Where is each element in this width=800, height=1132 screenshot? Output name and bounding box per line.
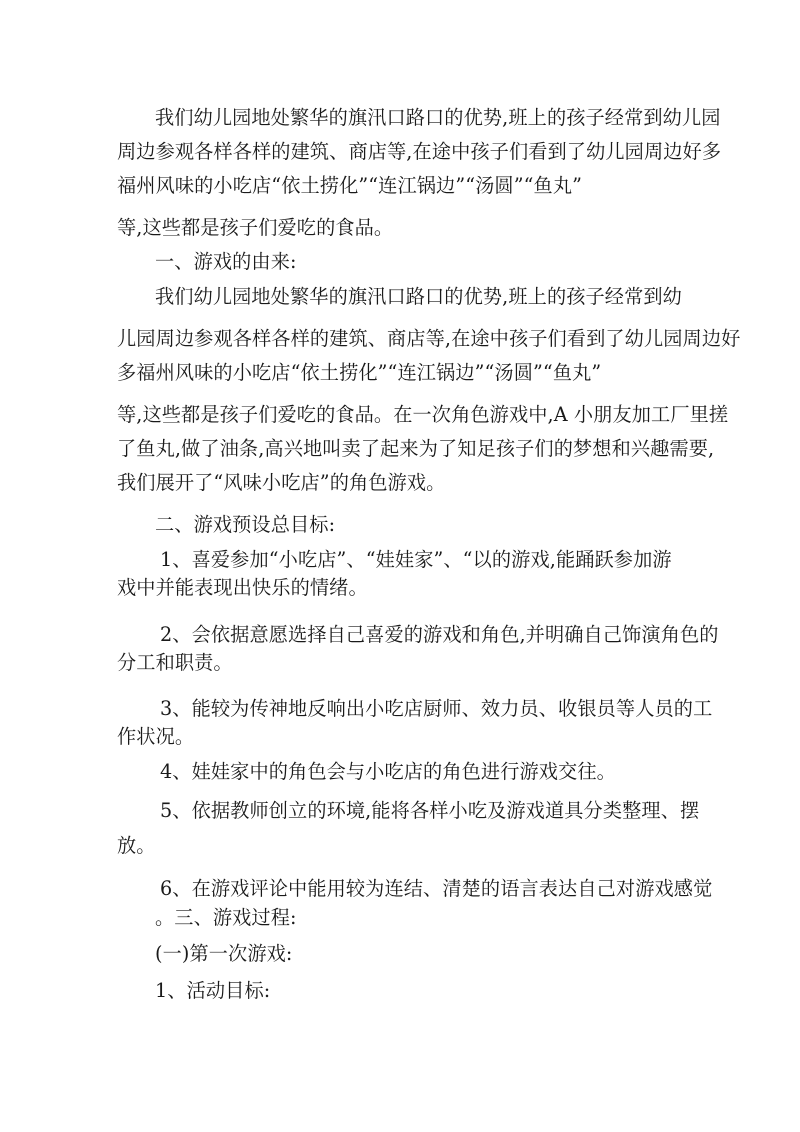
list-item: 2、会依据意愿选择自己喜爱的游戏和角色,并明确自己饰演角色的 bbox=[160, 623, 719, 646]
text-line: 等,这些都是孩子们爱吃的食品。在一次角色游戏中,A 小朋友加工厂里搓 bbox=[117, 403, 729, 426]
text-line: 分工和职责。 bbox=[117, 651, 233, 674]
section-heading: 二、游戏预设总目标: bbox=[155, 513, 336, 536]
list-item: 3、能较为传神地反响出小吃店厨师、效力员、收银员等人员的工 bbox=[160, 697, 713, 720]
list-item: 1、活动目标: bbox=[155, 979, 271, 1002]
list-item: 5、依据教师创立的环境,能将各样小吃及游戏道具分类整理、摆 bbox=[160, 799, 700, 822]
section-heading: 。三、游戏过程: bbox=[155, 906, 297, 929]
text-line: 了鱼丸,做了油条,高兴地叫卖了起来为了知足孩子们的梦想和兴趣需要, bbox=[117, 437, 715, 460]
list-item: 6、在游戏评论中能用较为连结、清楚的语言表达自己对游戏感觉 bbox=[160, 877, 713, 900]
list-item: 4、娃娃家中的角色会与小吃店的角色进行游戏交往。 bbox=[160, 760, 616, 783]
text-line: 戏中并能表现出快乐的情绪。 bbox=[117, 576, 368, 599]
text-line: 作状况。 bbox=[117, 725, 195, 748]
section-heading: 一、游戏的由来: bbox=[155, 250, 297, 273]
text-line: 福州风味的小吃店“依土捞化”“连江锅边”“汤圆”“鱼丸” bbox=[117, 174, 583, 197]
sub-heading: (一)第一次游戏: bbox=[155, 942, 293, 965]
text-line: 儿园周边参观各样各样的建筑、商店等,在途中孩子们看到了幼儿园周边好 bbox=[117, 327, 741, 350]
text-line: 多福州风味的小吃店“依土捞化”“连江锅边”“汤圆”“鱼丸” bbox=[117, 361, 602, 384]
list-item: 1、喜爱参加“小吃店”、“娃娃家”、“以的游戏,能踊跃参加游 bbox=[160, 548, 672, 571]
text-line: 我们幼儿园地处繁华的旗汛口路口的优势,班上的孩子经常到幼 bbox=[155, 285, 682, 308]
text-line: 我们幼儿园地处繁华的旗汛口路口的优势,班上的孩子经常到幼儿园 bbox=[155, 106, 721, 129]
text-line: 周边参观各样各样的建筑、商店等,在途中孩子们看到了幼儿园周边好多 bbox=[117, 140, 722, 163]
text-line: 放。 bbox=[117, 834, 156, 857]
text-line: 我们展开了“风味小吃店”的角色游戏。 bbox=[117, 471, 446, 494]
text-line: 等,这些都是孩子们爱吃的食品。 bbox=[117, 216, 394, 239]
